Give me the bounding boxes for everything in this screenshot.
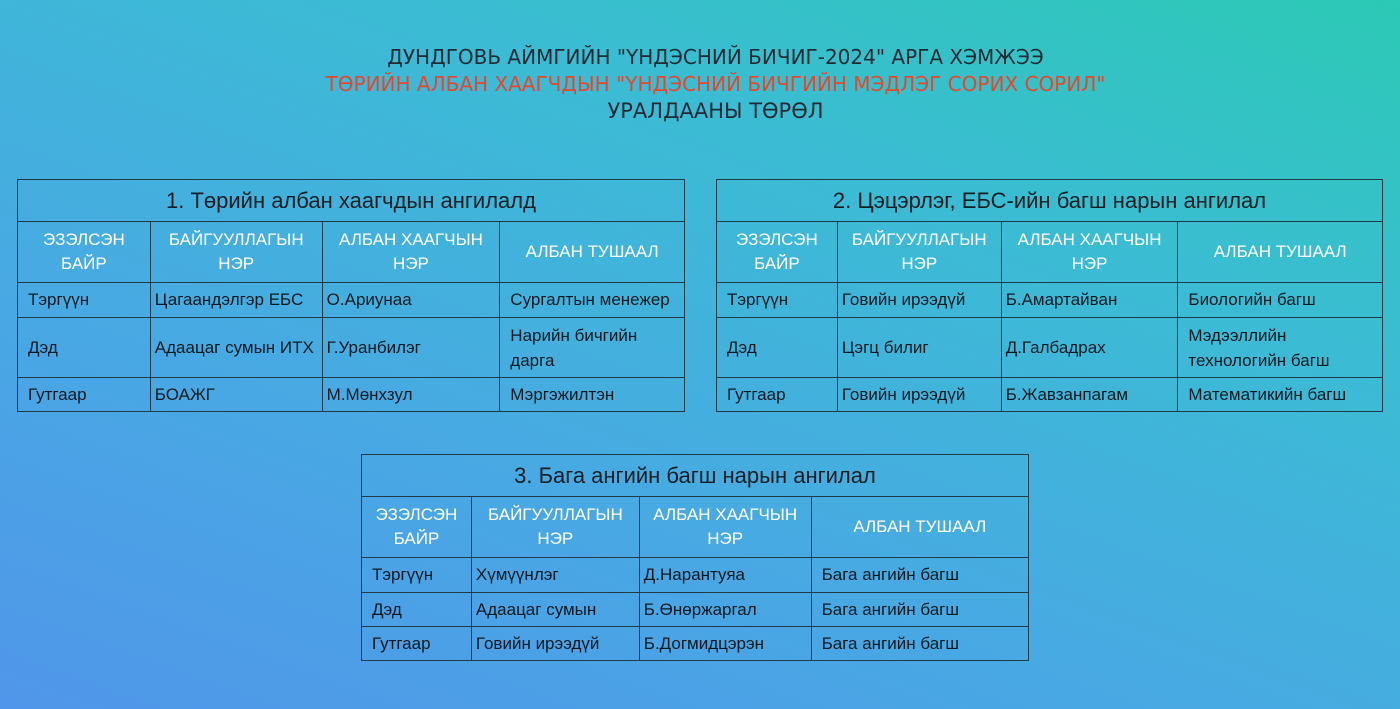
table-row (18, 283, 685, 318)
cell-name: Д.Галбадрах (1001, 318, 1178, 378)
table-row (18, 318, 685, 378)
table-row (717, 318, 1383, 378)
cell-organization: Говийн ирээдүй (837, 378, 1001, 412)
column-header-name: АЛБАН ХААГЧЫН НЭР (322, 222, 500, 283)
column-header-place: ЭЗЭЛСЭН БАЙР (362, 497, 472, 558)
table-title: 1. Төрийн албан хаагчдын ангилалд (18, 180, 685, 222)
header-line-2: ТӨРИЙН АЛБАН ХААГЧДЫН "ҮНДЭСНИЙ БИЧГИЙН МЭДЛЭГ СОРИХ СОРИЛ" (325, 72, 1106, 96)
table-row (717, 378, 1383, 412)
header-line-3: УРАЛДААНЫ ТӨРӨЛ (607, 99, 824, 123)
cell-position: Сургалтын менежер (500, 283, 685, 318)
cell-name: Б.Амартайван (1001, 283, 1178, 318)
cell-organization: Цагаандэлгэр ЕБС (150, 283, 322, 318)
table-civil-servants (17, 179, 685, 412)
cell-organization: Адаацаг сумын (471, 593, 639, 627)
table-title: 2. Цэцэрлэг, ЕБС-ийн багш нарын ангилал (717, 180, 1383, 222)
cell-position: Мэргэжилтэн (500, 378, 685, 412)
cell-position: Мэдээллийн технологийн багш (1178, 318, 1383, 378)
column-header-organization: БАЙГУУЛЛАГЫН НЭР (150, 222, 322, 283)
cell-position: Бага ангийн багш (811, 593, 1028, 627)
cell-organization: БОАЖГ (150, 378, 322, 412)
cell-name: Б.Жавзанпагам (1001, 378, 1178, 412)
table-title: 3. Бага ангийн багш нарын ангилал (362, 455, 1029, 497)
column-header-organization: БАЙГУУЛЛАГЫН НЭР (837, 222, 1001, 283)
column-header-position: АЛБАН ТУШААЛ (1178, 222, 1383, 283)
table-row (362, 627, 1029, 661)
column-header-organization: БАЙГУУЛЛАГЫН НЭР (471, 497, 639, 558)
cell-name: Б.Өнөржаргал (639, 593, 811, 627)
cell-organization: Цэгц билиг (837, 318, 1001, 378)
cell-organization: Говийн ирээдүй (471, 627, 639, 661)
column-header-name: АЛБАН ХААГЧЫН НЭР (1001, 222, 1178, 283)
cell-place: Дэд (18, 318, 151, 378)
cell-place: Гутгаар (362, 627, 472, 661)
cell-position: Бага ангийн багш (811, 627, 1028, 661)
table-row (18, 378, 685, 412)
table-primary-teachers (361, 454, 1029, 661)
cell-organization: Хүмүүнлэг (471, 558, 639, 593)
table-row (362, 593, 1029, 627)
column-header-position: АЛБАН ТУШААЛ (811, 497, 1028, 558)
cell-place: Тэргүүн (18, 283, 151, 318)
cell-place: Гутгаар (18, 378, 151, 412)
cell-name: Д.Нарантуяа (639, 558, 811, 593)
cell-position: Биологийн багш (1178, 283, 1383, 318)
column-header-place: ЭЗЭЛСЭН БАЙР (717, 222, 838, 283)
table-row (362, 558, 1029, 593)
cell-name: Б.Догмидцэрэн (639, 627, 811, 661)
table-row (717, 283, 1383, 318)
header-line-1: ДУНДГОВЬ АЙМГИЙН "ҮНДЭСНИЙ БИЧИГ-2024" АРГА ХЭМЖЭЭ (387, 45, 1044, 69)
cell-place: Гутгаар (717, 378, 838, 412)
cell-place: Тэргүүн (362, 558, 472, 593)
cell-place: Дэд (362, 593, 472, 627)
cell-name: Г.Уранбилэг (322, 318, 500, 378)
cell-place: Дэд (717, 318, 838, 378)
cell-position: Нарийн бичгийн дарга (500, 318, 685, 378)
cell-position: Бага ангийн багш (811, 558, 1028, 593)
table-teachers (716, 179, 1383, 412)
cell-position: Математикийн багш (1178, 378, 1383, 412)
cell-name: О.Ариунаа (322, 283, 500, 318)
column-header-position: АЛБАН ТУШААЛ (500, 222, 685, 283)
column-header-name: АЛБАН ХААГЧЫН НЭР (639, 497, 811, 558)
cell-organization: Говийн ирээдүй (837, 283, 1001, 318)
cell-organization: Адаацаг сумын ИТХ (150, 318, 322, 378)
cell-place: Тэргүүн (717, 283, 838, 318)
cell-name: М.Мөнхзул (322, 378, 500, 412)
column-header-place: ЭЗЭЛСЭН БАЙР (18, 222, 151, 283)
